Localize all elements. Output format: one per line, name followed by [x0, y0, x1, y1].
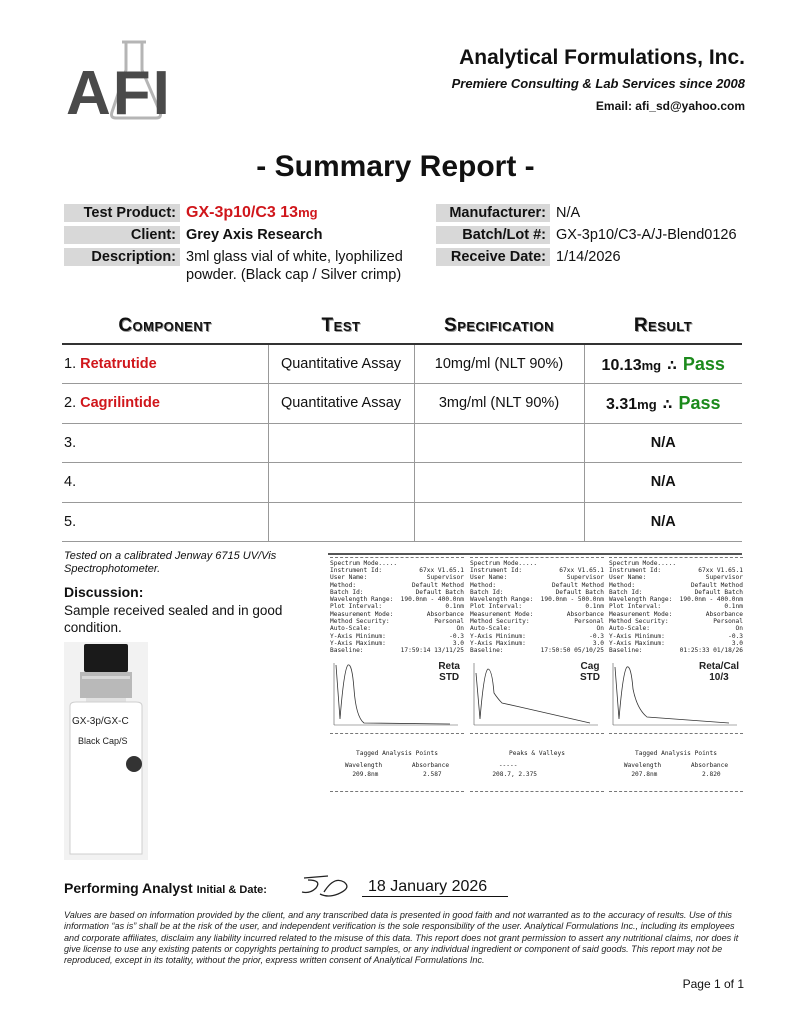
analyst-label [64, 880, 267, 896]
therefore-symbol: ∴ [667, 356, 677, 373]
printout-field [470, 574, 604, 581]
field-value: 67xx V1.65.1 [559, 567, 604, 574]
test-cell: Quantitative Assay [268, 384, 414, 424]
spec-cell [414, 502, 584, 542]
tagged-col2-head: Absorbance [411, 761, 450, 769]
client-row [64, 226, 420, 244]
printout-field [609, 603, 743, 610]
field-key: Wavelength Range: [330, 596, 394, 604]
printout-field [330, 640, 464, 647]
company-header [452, 46, 745, 113]
field-value: Supervisor [566, 574, 604, 582]
field-value: Supervisor [426, 574, 464, 582]
company-name: Analytical Formulations, Inc. [459, 46, 745, 69]
analyst-title: Performing Analyst [64, 880, 193, 896]
printout-field [609, 582, 743, 589]
absorbance-curve [336, 664, 450, 723]
separator-line [470, 557, 604, 558]
spectrum-printout-cag [470, 555, 604, 855]
field-value: Default Method [551, 581, 604, 589]
test-cell [268, 502, 414, 542]
table-row [62, 423, 742, 463]
batch-value: GX-3p10/C3-A/J-Blend0126 [556, 227, 737, 243]
field-value: 0.1nm [585, 603, 604, 611]
printout-field [609, 618, 743, 625]
printout-field [330, 603, 464, 610]
component-name: Retatrutide [80, 356, 157, 372]
field-value: Default Batch [555, 588, 604, 596]
spec-cell [414, 463, 584, 503]
vial-photo [64, 642, 148, 860]
receive-date-value: 1/14/2026 [556, 249, 621, 265]
therefore-symbol: ∴ [662, 395, 673, 412]
field-key: Batch Id: [330, 588, 364, 596]
tagged-col1-value: 209.8nm [352, 770, 379, 778]
tagged-col2-head: Absorbance [690, 761, 729, 769]
manufacturer-row [436, 204, 737, 222]
manufacturer-value: N/A [556, 205, 581, 221]
field-value: Personal [713, 618, 743, 626]
tagged-col1-value: 208.7, 2.375 [492, 770, 538, 778]
component-cell [62, 502, 268, 542]
field-value: On [735, 625, 743, 633]
tagged-title: Tagged Analysis Points [356, 749, 438, 757]
field-value: 3.0 [731, 639, 743, 647]
printout-field [470, 640, 604, 647]
separator-line [470, 791, 604, 792]
vial-label-line2: Black Cap/S [78, 736, 128, 746]
spectrum-label-line2: STD [439, 671, 460, 683]
printout-field [609, 574, 743, 581]
description-value: 3ml glass vial of white, lyophilized powder. (Black cap / Silver crimp) [186, 249, 403, 283]
printout-field [470, 625, 604, 632]
printout-field [609, 596, 743, 603]
info-left [64, 204, 420, 288]
spectrum-mode: Spectrum Mode..... [330, 560, 398, 567]
field-value: 0.1nm [724, 603, 743, 611]
discussion-title: Discussion: [64, 584, 144, 600]
field-key: Measurement Mode: [330, 610, 394, 618]
field-value: 01:25:33 01/18/26 [679, 647, 743, 655]
printout-field [609, 647, 743, 654]
header-component: Component [62, 308, 268, 344]
field-key: Method Security: [470, 618, 530, 626]
disclaimer: Values are based on information provided by the client, and any transcribed data is presented in good faith and not warranted as to the accuracy of results. Use of this information “as is” shall be at the risk of the user, and independent verification is the sole responsibility of the user. Analytical Formulations Inc., including its employees and corporate affiliates, disclaim any liability incurred related to the misuse of this data. This report does not grant permission to assert any nutritional claims, nor does it give license to use any existing patents or copyrights pertaining to product samples, or any individual ingredient or component of said goods. This report may not be reproduced, except in its totality, without the prior, express written consent of Analytical Formulations Inc. [64, 910, 739, 966]
printout-field [330, 633, 464, 640]
row-number: 1. [64, 356, 77, 372]
tagged-col1-head: Wavelength [623, 761, 662, 769]
client-label: Client: [64, 226, 180, 244]
spectrum-label-line2: STD [580, 671, 600, 683]
row-number: 2. [64, 395, 77, 412]
result-cell: N/A [584, 423, 742, 463]
analyst-signature [298, 872, 356, 900]
test-product-label: Test Product: [64, 204, 180, 222]
printout-field [609, 589, 743, 596]
separator-line [609, 557, 743, 558]
printout-field [330, 625, 464, 632]
manufacturer-label: Manufacturer: [436, 204, 550, 222]
field-key: Method Security: [330, 618, 390, 626]
discussion-text: Sample received sealed and in good condition. [64, 603, 283, 635]
field-value: Supervisor [705, 574, 743, 582]
field-key: User Name: [330, 574, 368, 582]
header-result: Result [584, 308, 742, 344]
client-value: Grey Axis Research [186, 227, 323, 243]
result-cell: N/A [584, 463, 742, 503]
field-key: Y-Axis Maximum: [330, 639, 386, 647]
printout-field [470, 633, 604, 640]
tagged-head-row [330, 762, 464, 770]
field-key: Baseline: [609, 647, 643, 655]
field-value: On [596, 625, 604, 633]
spectrum-label [699, 661, 739, 683]
field-value: 3.0 [452, 639, 464, 647]
company-email: Email: afi_sd@yahoo.com [595, 99, 745, 113]
field-key: Y-Axis Minimum: [330, 632, 386, 640]
separator-line [330, 557, 464, 558]
field-key: Plot Interval: [330, 603, 383, 611]
receive-date-row [436, 248, 737, 266]
printout-field [330, 618, 464, 625]
field-key: Y-Axis Minimum: [470, 632, 526, 640]
result-value: 3.31 [606, 395, 638, 413]
pass-status: Pass [678, 392, 721, 413]
pass-status: Pass [682, 353, 725, 374]
company-tagline: Premiere Consulting & Lab Services since 2008 [451, 76, 745, 91]
table-row [62, 384, 742, 424]
field-key: Batch Id: [609, 588, 643, 596]
test-cell [268, 423, 414, 463]
report-title: - Summary Report - [256, 150, 535, 183]
spectrum-mode: Spectrum Mode..... [470, 560, 538, 567]
field-value: On [456, 625, 464, 633]
field-key: Wavelength Range: [470, 596, 534, 604]
printout-field [330, 567, 464, 574]
printout-field [470, 603, 604, 610]
batch-row [436, 226, 737, 244]
printout-field [330, 596, 464, 603]
description-row [64, 248, 420, 284]
field-value: Absorbance [705, 610, 743, 618]
afi-logo [64, 40, 190, 122]
printout-field [470, 589, 604, 596]
field-value: 3.0 [592, 639, 604, 647]
field-key: Batch Id: [470, 588, 504, 596]
absorbance-curve [476, 669, 590, 723]
spectrum-label-line2: 10/3 [709, 671, 729, 683]
printout-field [330, 611, 464, 618]
field-value: Default Batch [415, 588, 464, 596]
field-value: 190.0nm - 500.0nm [540, 596, 604, 604]
field-key: Instrument Id: [470, 567, 523, 574]
field-key: Y-Axis Minimum: [609, 632, 665, 640]
spectra-printouts [328, 553, 742, 853]
spectrum-printout-reta [330, 555, 464, 855]
field-key: Wavelength Range: [609, 596, 673, 604]
tagged-head-row [470, 762, 604, 770]
result-unit: mg [637, 396, 657, 412]
printout-field [470, 582, 604, 589]
separator-line [609, 733, 743, 734]
batch-label: Batch/Lot #: [436, 226, 550, 244]
field-key: Auto-Scale: [609, 625, 650, 633]
analyst-date: 18 January 2026 [362, 878, 508, 897]
spectrum-label-line1: Reta/Cal [698, 660, 739, 672]
tagged-value-row [609, 771, 743, 779]
result-cell [584, 384, 742, 424]
spec-cell [414, 423, 584, 463]
field-value: Default Method [690, 581, 743, 589]
spectrum-plot [470, 659, 604, 731]
printout-field [609, 625, 743, 632]
field-key: Instrument Id: [330, 567, 383, 574]
printout-field [470, 611, 604, 618]
tagged-title: Peaks & Valleys [509, 749, 565, 757]
field-key: Plot Interval: [609, 603, 662, 611]
page-number: Page 1 of 1 [682, 977, 744, 991]
test-cell: Quantitative Assay [268, 344, 414, 384]
field-value: -0.3 [589, 632, 604, 640]
spectrum-label-line1: Cag [580, 660, 600, 672]
field-key: Method Security: [609, 618, 669, 626]
field-value: Absorbance [566, 610, 604, 618]
result-cell: N/A [584, 502, 742, 542]
field-value: -0.3 [449, 632, 464, 640]
field-key: Measurement Mode: [609, 610, 673, 618]
vial-logo-icon [126, 756, 142, 772]
test-product-row [64, 204, 420, 222]
field-key: Auto-Scale: [470, 625, 511, 633]
test-product-name: GX-3p10/C3 13 [186, 204, 299, 221]
row-number: 3. [64, 434, 77, 451]
spectrum-printout-blend [609, 555, 743, 855]
field-value: 190.0nm - 400.0nm [400, 596, 464, 604]
test-cell [268, 463, 414, 503]
field-key: Auto-Scale: [330, 625, 371, 633]
result-cell [584, 344, 742, 384]
field-key: Instrument Id: [609, 567, 662, 574]
spectrum-plot [330, 659, 464, 731]
vial-label-line1: GX-3p/GX-C [72, 716, 129, 727]
printout-field [609, 633, 743, 640]
table-row [62, 502, 742, 542]
component-table [62, 308, 742, 542]
component-cell [62, 423, 268, 463]
separator-line [609, 791, 743, 792]
table-row [62, 344, 742, 384]
field-value: 67xx V1.65.1 [698, 567, 743, 574]
separator-line [330, 791, 464, 792]
component-cell [62, 344, 268, 384]
field-key: Method: [609, 581, 636, 589]
printout-field [330, 589, 464, 596]
printout-field [470, 618, 604, 625]
info-right [436, 204, 737, 270]
spectrum-mode: Spectrum Mode..... [609, 560, 677, 567]
field-key: User Name: [470, 574, 508, 582]
printout-field [609, 611, 743, 618]
field-value: Default Method [411, 581, 464, 589]
separator-line [330, 733, 464, 734]
separator-line [470, 733, 604, 734]
header-test: Test [268, 308, 414, 344]
field-value: Personal [574, 618, 604, 626]
spec-cell: 10mg/ml (NLT 90%) [414, 344, 584, 384]
tagged-col2-value: 2.587 [423, 770, 442, 778]
method-note: Tested on a calibrated Jenway 6715 UV/Vis Spectrophotometer. [64, 550, 277, 575]
result-unit: mg [641, 357, 662, 373]
field-value: Personal [434, 618, 464, 626]
field-key: User Name: [609, 574, 647, 582]
field-key: Y-Axis Maximum: [470, 639, 526, 647]
field-value: Default Batch [694, 588, 743, 596]
field-key: Method: [330, 581, 357, 589]
spectrum-label-line1: Reta [438, 660, 460, 672]
field-key: Baseline: [330, 647, 364, 655]
printout-field [330, 647, 464, 654]
description-label: Description: [64, 248, 180, 266]
analyst-sub-label: Initial & Date: [196, 884, 267, 896]
printout-field [330, 574, 464, 581]
printout-field [609, 640, 743, 647]
logo-text: AFI [66, 59, 172, 122]
printout-field [330, 582, 464, 589]
field-key: Method: [470, 581, 497, 589]
printout-field [470, 647, 604, 654]
tagged-title: Tagged Analysis Points [635, 749, 717, 757]
tagged-value-row [330, 771, 464, 779]
field-key: Measurement Mode: [470, 610, 534, 618]
receive-date-label: Receive Date: [436, 248, 550, 266]
spec-cell: 3mg/ml (NLT 90%) [414, 384, 584, 424]
spectrum-label [580, 661, 600, 683]
header-specification: Specification [414, 308, 584, 344]
printout-field [609, 567, 743, 574]
field-value: 190.0nm - 400.0nm [679, 596, 743, 604]
row-number: 5. [64, 513, 77, 530]
field-value: Absorbance [426, 610, 464, 618]
table-row [62, 463, 742, 503]
component-cell [62, 384, 268, 424]
spectrum-plot [609, 659, 743, 731]
printout-field [470, 567, 604, 574]
spectrum-label [438, 661, 460, 683]
field-key: Plot Interval: [470, 603, 523, 611]
field-value: 0.1nm [445, 603, 464, 611]
tagged-col1-value: 207.8nm [631, 770, 658, 778]
component-name: Cagrilintide [80, 395, 160, 412]
row-number: 4. [64, 474, 77, 491]
field-value: 17:50:50 05/10/25 [540, 647, 604, 655]
field-key: Baseline: [470, 647, 504, 655]
result-value: 10.13 [601, 356, 642, 374]
tagged-col1-head: Wavelength [344, 761, 383, 769]
component-cell [62, 463, 268, 503]
tagged-head-row [609, 762, 743, 770]
field-key: Y-Axis Maximum: [609, 639, 665, 647]
field-value: -0.3 [728, 632, 743, 640]
test-product-unit: mg [298, 205, 318, 220]
tagged-col1-head: ----- [498, 761, 518, 769]
test-product-value [180, 204, 420, 222]
printout-field [470, 596, 604, 603]
field-value: 67xx V1.65.1 [419, 567, 464, 574]
tagged-col2-value: 2.820 [702, 770, 721, 778]
field-value: 17:59:14 13/11/25 [400, 647, 464, 655]
tagged-value-row [470, 771, 604, 779]
